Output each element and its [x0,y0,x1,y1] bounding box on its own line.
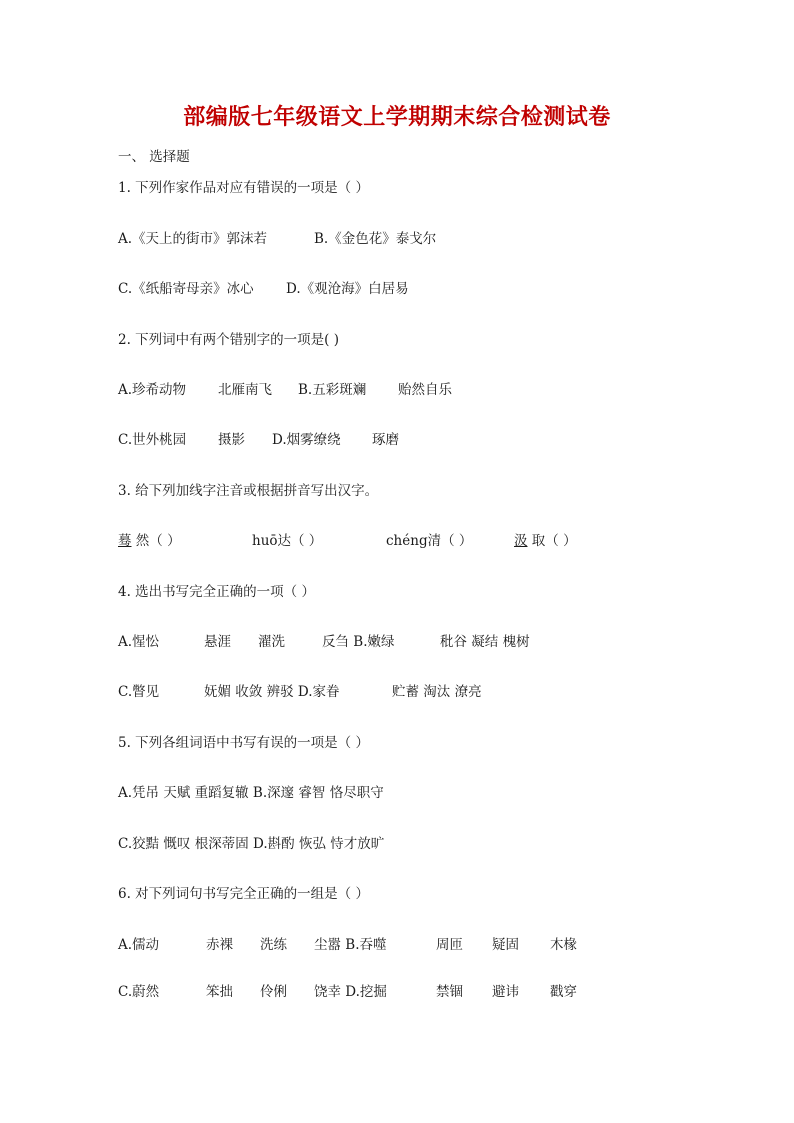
option-c-word-1: C.瞥见 [118,684,160,700]
item-1 [118,529,181,549]
option-a-word-4-option-b: 尘嚣 B.吞噬 [314,937,387,953]
option-b-words: 秕谷 凝结 槐树 [440,634,530,650]
underlined-char: 汲 [514,533,528,549]
option-d-word-1: D.烟雾缭绕 [272,432,341,448]
option-d-word-3: 避讳 [492,984,519,1000]
option-a-word-2: 北雁南飞 [218,382,272,398]
question-6-stem: 6. 对下列词句书写完全正确的一组是（ ） [118,886,369,902]
option-d-word-2: 琢磨 [372,432,399,448]
option-c-word-3: 伶俐 [260,984,287,1000]
item-3: chéng清（ ） [386,533,473,549]
option-a: A.《天上的街市》郭沫若 [118,231,268,247]
option-a-word-3: 濯洗 [258,634,285,650]
question-5-stem: 5. 下列各组词语中书写有误的一项是（ ） [118,735,369,751]
item-1-blank: 然（ ） [135,533,181,549]
option-c-words-option-d: 妩媚 收敛 辨驳 D.家眷 [204,684,340,700]
option-c-word-2: 摄影 [218,432,245,448]
option-a-word-2: 赤裸 [206,937,233,953]
option-c-word-4-option-d: 饶幸 D.挖掘 [314,984,387,1000]
question-4-stem: 4. 选出书写完全正确的一项（ ） [118,584,315,600]
document-title: 部编版七年级语文上学期期末综合检测试卷 [183,105,611,130]
option-c-word-2: 笨拙 [206,984,233,1000]
question-5-options-cd: C.狡黠 慨叹 根深蒂固 D.斟酌 恢弘 恃才放旷 [118,836,385,852]
question-3-stem: 3. 给下列加线字注音或根据拼音写出汉字。 [118,483,379,499]
option-d-word-2: 禁锢 [436,984,463,1000]
option-b-word-2: 贻然自乐 [398,382,452,398]
question-2-stem: 2. 下列词中有两个错别字的一项是( ) [118,332,339,348]
option-a-word-1: A.珍希动物 [118,382,187,398]
item-4 [514,529,577,549]
option-c: C.《纸船寄母亲》冰心 [118,281,254,297]
option-b-word-3: 疑固 [492,937,519,953]
underlined-char: 蓦 [118,533,132,549]
option-d-word-4: 戳穿 [550,984,577,1000]
section-heading: 一、 选择题 [118,149,190,165]
option-a-word-4-option-b: 反刍 B.嫩绿 [322,634,395,650]
option-c-word-1: C.世外桃园 [118,432,187,448]
option-b-word-2: 周匝 [436,937,463,953]
option-a-word-1: A.惺忪 [118,634,160,650]
option-b: B.《金色花》泰戈尔 [314,231,437,247]
option-c-word-1: C.蔚然 [118,984,160,1000]
item-4-blank: 取（ ） [531,533,577,549]
option-a-word-1: A.儒动 [118,937,160,953]
question-5-options-ab: A.凭吊 天赋 重蹈复辙 B.深邃 睿智 恪尽职守 [118,785,384,801]
item-2: huō达（ ） [252,533,323,549]
option-b-word-4: 木椽 [550,937,577,953]
option-d-words: 贮蓄 淘汰 潦亮 [392,684,482,700]
option-d: D.《观沧海》白居易 [286,281,409,297]
question-1-stem: 1. 下列作家作品对应有错误的一项是（ ） [118,180,369,196]
option-a-word-2: 悬涯 [204,634,231,650]
option-a-word-3: 洗练 [260,937,287,953]
option-b-word-1: B.五彩斑斓 [298,382,367,398]
